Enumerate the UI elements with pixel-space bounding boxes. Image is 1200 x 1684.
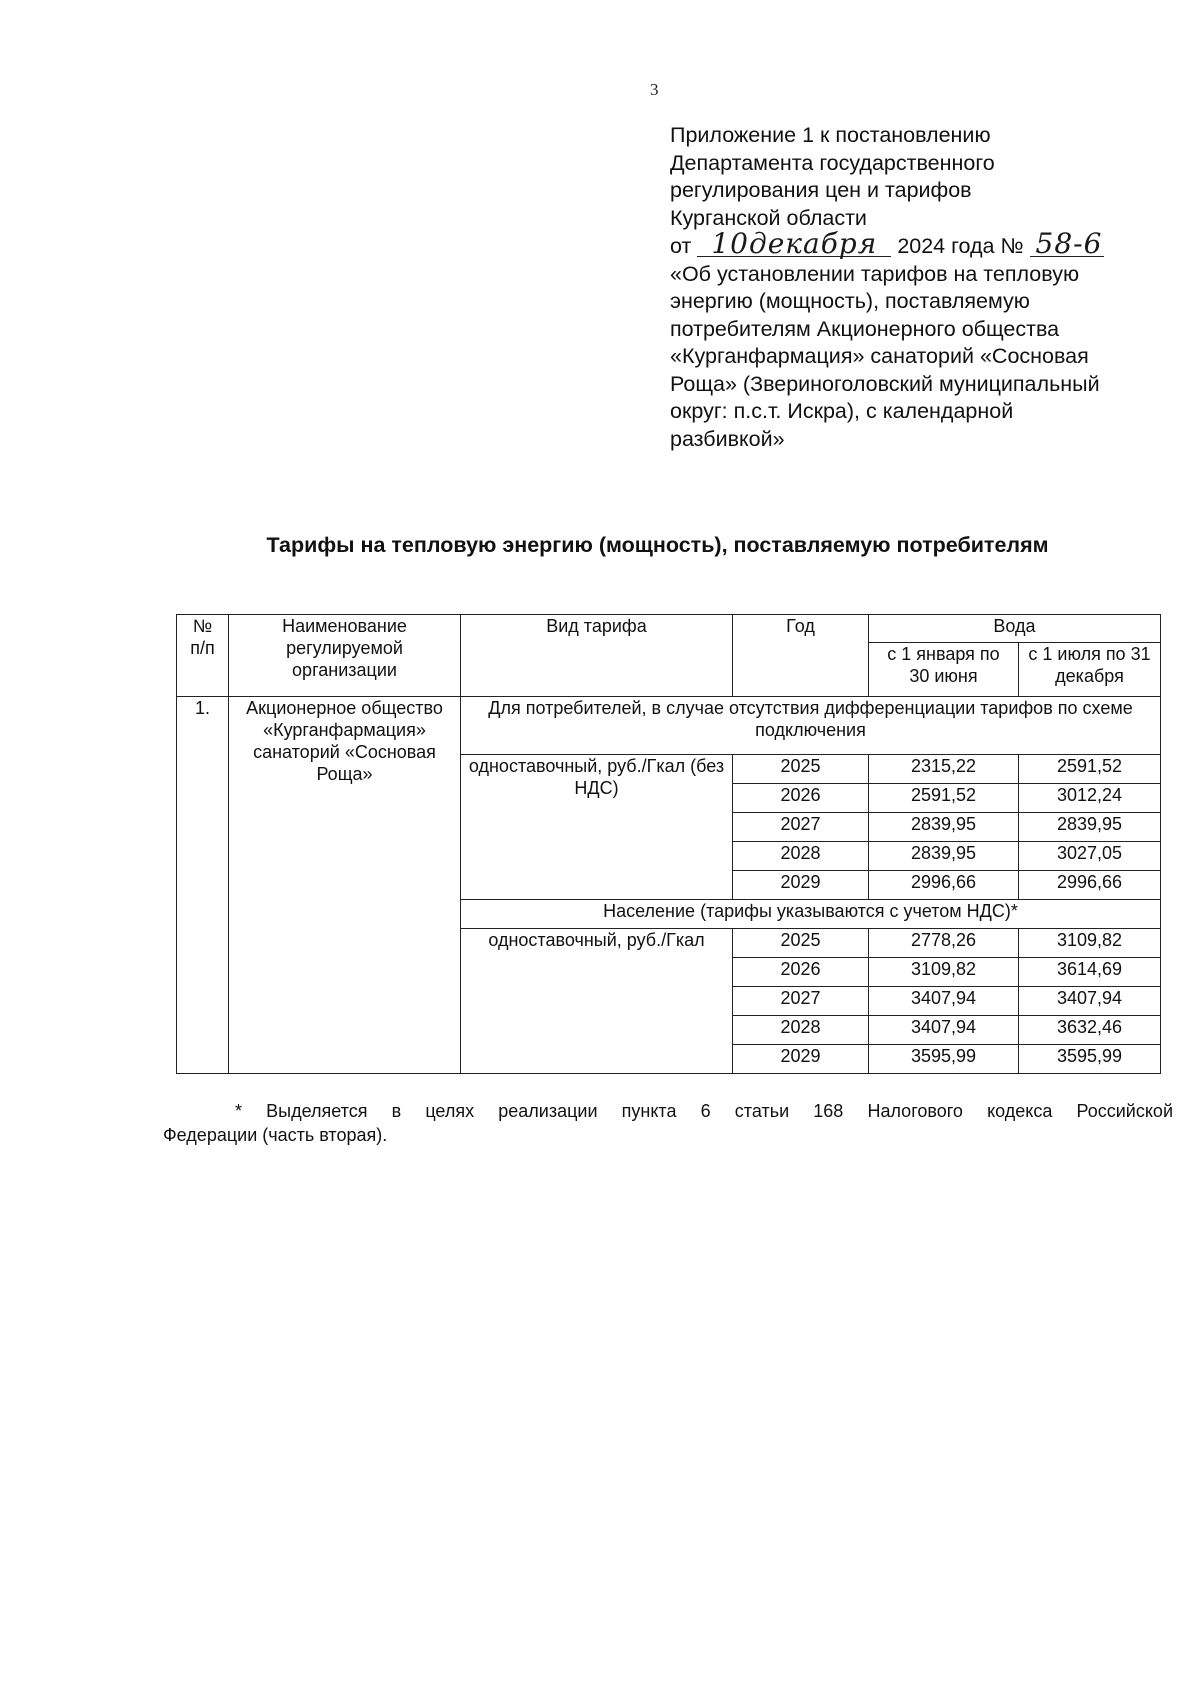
value-cell: 2839,95 xyxy=(1019,813,1161,842)
value-cell: 3109,82 xyxy=(869,958,1019,987)
tariff-type-cell: одноставочный, руб./Гкал (без НДС) xyxy=(461,755,733,900)
year-cell: 2028 xyxy=(733,842,869,871)
value-cell: 2839,95 xyxy=(869,813,1019,842)
value-cell: 3407,94 xyxy=(869,987,1019,1016)
year-cell: 2028 xyxy=(733,1016,869,1045)
document-title: Тарифы на тепловую энергию (мощность), поставляемую потребителям xyxy=(266,533,1049,557)
year-cell: 2025 xyxy=(733,755,869,784)
value-cell: 3632,46 xyxy=(1019,1016,1161,1045)
date-prefix: от xyxy=(670,234,692,258)
footnote xyxy=(163,1099,1173,1147)
header-tariff-type: Вид тарифа xyxy=(461,615,733,697)
year-cell: 2029 xyxy=(733,871,869,900)
appendix-line: регулирования цен и тарифов xyxy=(670,178,972,202)
tariff-table xyxy=(176,614,1161,1074)
section-heading: Население (тарифы указываются с учетом НДС)* xyxy=(461,900,1161,929)
value-cell: 3595,99 xyxy=(1019,1045,1161,1074)
appendix-subject-line: «Об установлении тарифов на тепловую xyxy=(670,261,1080,286)
year-cell: 2026 xyxy=(733,958,869,987)
value-cell: 3407,94 xyxy=(869,1016,1019,1045)
appendix-line: Курганской области xyxy=(670,205,867,230)
value-cell: 2778,26 xyxy=(869,929,1019,958)
appendix-line: Департамента государственного xyxy=(670,150,995,175)
value-cell: 2591,52 xyxy=(869,784,1019,813)
handwritten-number: 58-6 xyxy=(1030,232,1104,257)
appendix-subject-line: округ: п.с.т. Искра), с календарной xyxy=(670,399,1014,423)
header-num: № п/п xyxy=(177,615,229,697)
row-number: 1. xyxy=(177,697,229,1074)
organization-name: Акционерное общество «Курганфармация» санаторий «Сосновая Роща» xyxy=(229,697,461,1074)
value-cell: 3614,69 xyxy=(1019,958,1161,987)
value-cell: 2996,66 xyxy=(1019,871,1161,900)
appendix-subject-line: разбивкой» xyxy=(670,426,785,451)
value-cell: 2315,22 xyxy=(869,755,1019,784)
appendix-line: Приложение 1 к постановлению xyxy=(670,123,991,147)
header-period-1: с 1 января по 30 июня xyxy=(869,643,1019,697)
year-cell: 2027 xyxy=(733,813,869,842)
appendix-subject-line: «Курганфармация» санаторий «Сосновая xyxy=(670,344,1089,368)
year-cell: 2027 xyxy=(733,987,869,1016)
tariff-type-cell: одноставочный, руб./Гкал xyxy=(461,929,733,1074)
header-period-2: с 1 июля по 31 декабря xyxy=(1019,643,1161,697)
footnote-line-2: Федерации (часть вторая). xyxy=(163,1125,388,1145)
appendix-block xyxy=(670,122,1180,453)
footnote-line-1: * Выделяется в целях реализации пункта 6 статьи 168 Налогового кодекса Российской xyxy=(235,1101,1173,1121)
value-cell: 2839,95 xyxy=(869,842,1019,871)
value-cell: 3109,82 xyxy=(1019,929,1161,958)
value-cell: 3027,05 xyxy=(1019,842,1161,871)
handwritten-date: 10декабря xyxy=(697,232,891,257)
appendix-subject-line: потребителям Акционерного общества xyxy=(670,316,1060,341)
section-heading: Для потребителей, в случае отсутствия дифференциации тарифов по схеме подключения xyxy=(461,697,1161,755)
appendix-subject-line: энергию (мощность), поставляемую xyxy=(670,289,1030,313)
year-cell: 2025 xyxy=(733,929,869,958)
date-year-text: 2024 года № xyxy=(897,234,1024,258)
page-number: 3 xyxy=(650,80,659,99)
value-cell: 3407,94 xyxy=(1019,987,1161,1016)
year-cell: 2026 xyxy=(733,784,869,813)
value-cell: 3012,24 xyxy=(1019,784,1161,813)
value-cell: 2591,52 xyxy=(1019,755,1161,784)
header-year: Год xyxy=(733,615,869,697)
appendix-date-line xyxy=(670,227,1180,261)
header-org: Наименование регулируемой организации xyxy=(229,615,461,697)
value-cell: 3595,99 xyxy=(869,1045,1019,1074)
value-cell: 2996,66 xyxy=(869,871,1019,900)
appendix-subject-line: Роща» (Звериноголовский муниципальный xyxy=(670,371,1100,396)
year-cell: 2029 xyxy=(733,1045,869,1074)
header-water: Вода xyxy=(869,615,1161,643)
